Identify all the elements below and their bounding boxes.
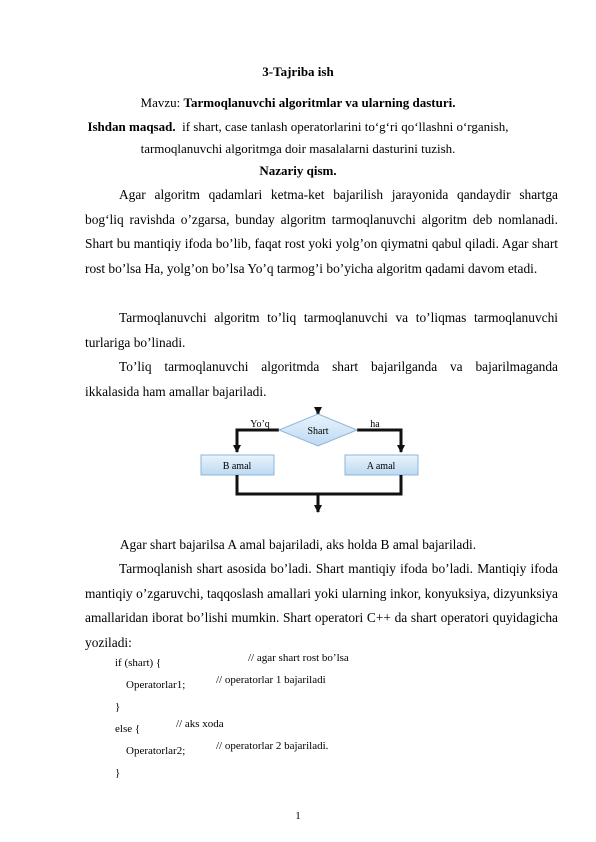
- code-line-3: }: [115, 701, 121, 713]
- no-branch-line: [237, 430, 279, 452]
- goal-text-2: tarmoqlanuvchi algoritmga doir masalalarni dasturini tuzish.: [140, 141, 456, 156]
- flowchart-caption: Agar shart bajarilsa A amal bajariladi, aks holda B amal bajariladi.: [119, 537, 477, 552]
- code-line-4: else {: [115, 723, 141, 735]
- code-comment-4: // aks xoda: [176, 718, 224, 730]
- topic-label: Mavzu: [140, 95, 177, 110]
- paragraph-4: Tarmoqlanish shart asosida bo’ladi. Shart mantiqiy ifoda bo’ladi. Mantiqiy ifoda mantiqiy o’zgaruvchi, taqqoslash amallari yoki ularning inkor, konyuksiya, dizyunksiya amallaridan iborat bo’lishi mumkin. Shart operatori C++ da shart operatori quyidagicha yoziladi:: [85, 561, 558, 650]
- document-title: 3-Tajriba ish: [262, 64, 334, 79]
- goal-line-1: [0, 119, 596, 135]
- code-line-6: }: [115, 767, 121, 779]
- goal-label: Ishdan maqsad.: [87, 119, 176, 134]
- merge-line: [237, 475, 401, 494]
- yes-label: ha: [370, 419, 380, 430]
- theory-heading: Nazariy qism.: [259, 163, 337, 178]
- b-action-label: B amal: [222, 461, 252, 472]
- paragraph-3: To’liq tarmoqlanuvchi algoritmda shart bajarilganda va bajarilmaganda ikkalasida ham amallar bajariladi.: [85, 359, 558, 399]
- no-label: Yo’q: [250, 419, 270, 430]
- goal-text-1: if shart, case tanlash operatorlarini to‘g‘ri qo‘llashni o‘rganish,: [182, 119, 509, 134]
- code-line-5: Operatorlar2;: [115, 745, 186, 757]
- condition-label: Shart: [307, 426, 329, 437]
- code-line-1: if (shart) {: [115, 657, 162, 669]
- page-number: 1: [295, 810, 301, 822]
- code-comment-5: // operatorlar 2 bajariladi.: [216, 740, 329, 752]
- code-comment-2: // operatorlar 1 bajariladi: [216, 674, 326, 686]
- flowchart: [0, 405, 596, 535]
- paragraph-2: Tarmoqlanuvchi algoritm to’liq tarmoqlanuvchi va to’liqmas tarmoqlanuvchi turlariga bo’linadi.: [85, 310, 558, 350]
- paragraph-1: Agar algoritm qadamlari ketma-ket bajarilish jarayonida qandaydir shartga bog‘liq ravishda o’zgarsa, bunday algoritm tarmoqlanuvchi algoritm deb nomlanadi. Shart bu mantiqiy ifoda bo’lib, faqat rost yoki yolg’on qiymatni qabul qiladi. Agar shart rost bo’lsa Ha, yolg’on bo’lsa Yo’q tarmog’i bo’yicha algoritm qadami davom etadi.: [85, 187, 558, 276]
- code-comment-1: // agar shart rost bo’lsa: [248, 652, 349, 664]
- yes-branch-line: [357, 430, 401, 452]
- topic-line: Mavzu: Tarmoqlanuvchi algoritmlar va ularning dasturi.: [140, 95, 456, 110]
- topic-text: Tarmoqlanuvchi algoritmlar va ularning dasturi.: [183, 95, 456, 110]
- code-line-2: Operatorlar1;: [115, 679, 186, 691]
- a-action-label: A amal: [366, 461, 396, 472]
